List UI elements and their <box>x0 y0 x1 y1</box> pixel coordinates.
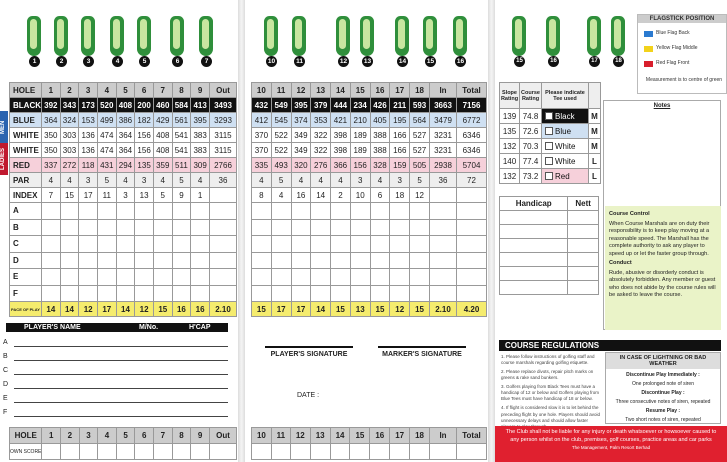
fold-line <box>238 0 245 462</box>
hole-header-row: HOLE 1 2 3 4 5 6 7 8 9 Out <box>10 83 237 98</box>
info-panel <box>495 0 727 462</box>
handicap-nett-table: Handicap Nett <box>499 196 599 295</box>
player-score-row <box>252 269 487 286</box>
slope-row: 132 70.3 White M <box>500 139 601 154</box>
disclaimer-footer: The Club shall not be liable for any injury or death whatsoever or howsoever caused to any person whilst on the club, premises, golf courses, practice areas and car parks The Management, Palm Resort Berhad <box>495 426 727 462</box>
player-score-row <box>252 252 487 269</box>
slope-row: 132 73.2 Red L <box>500 169 601 184</box>
player-score-row: A <box>10 203 237 220</box>
player-signature-line[interactable]: PLAYER'S SIGNATURE <box>265 346 353 358</box>
player-score-row: D <box>10 252 237 269</box>
pace-of-play-row: PACE OF PLAY 14 14 12 17 14 12 15 16 16 2.10 <box>10 302 237 317</box>
player-score-row: C <box>10 236 237 253</box>
tee-checkbox[interactable] <box>545 142 553 150</box>
hole-diagram: 2 <box>51 14 71 66</box>
hole-diagram: 3 <box>78 14 98 66</box>
hole-diagrams-front <box>0 14 238 78</box>
par-tee-row: 4 5 4 4 4 3 4 3 5 36 72 <box>252 173 487 188</box>
slope-rating-table: Slope Rating Course Rating Please indicate Tee used 139 74.8 Black M 135 72.6 Blue M 132 70.3 White M 140 77.4 White L 132 73.2 Red L <box>499 82 601 184</box>
red-flag-icon <box>644 61 653 67</box>
index-tee-row: 8 4 16 14 2 10 6 18 12 <box>252 188 487 203</box>
fold-line <box>488 0 495 462</box>
lightning-box: IN CASE OF LIGHTNING OR BAD WEATHER Discontinue Play Immediately : One prolonged note of siren Discontinue Play : Three consecutive notes of siren, repeated Resume Play : Two short notes of siren, repeated <box>605 352 721 424</box>
hole-header-row: 10 11 12 13 14 15 16 17 18 In Total <box>252 83 487 98</box>
flagstick-legend: FLAGSTICK POSITION Blue Flag Back Yellow Flag Middle Red Flag Front Measurement is to centre of green <box>637 14 727 94</box>
red-tee-row: RED 337 272 118 431 294 135 359 511 309 2766 <box>10 158 237 173</box>
player-line[interactable]: B <box>14 348 228 361</box>
player-score-row: B <box>10 219 237 236</box>
tee-checkbox[interactable] <box>545 172 553 180</box>
hole-diagram: 15 <box>509 14 529 66</box>
player-line[interactable]: A <box>14 334 228 347</box>
hole-diagram: 16 <box>543 14 563 66</box>
tee-checkbox[interactable] <box>545 112 553 120</box>
player-line[interactable]: C <box>14 362 228 375</box>
white-tee-row: WHITE 350 303 136 474 364 156 408 541 383 3115 <box>10 128 237 143</box>
back-scorecard-table <box>251 82 487 317</box>
blue-tee-row: BLUE 364 324 153 499 386 182 429 561 395 3293 <box>10 113 237 128</box>
own-score-table-back: 10 11 12 13 14 15 16 17 18 In Total <box>251 427 487 460</box>
hole-diagrams-late <box>495 14 635 78</box>
black-tee-row: 432 549 395 379 444 234 426 211 593 3663 7156 <box>252 98 487 113</box>
player-line[interactable]: E <box>14 390 228 403</box>
hole-diagram: 17 <box>584 14 604 66</box>
ladies-side-label: LADIES <box>0 143 8 175</box>
player-score-row <box>252 285 487 302</box>
date-field[interactable]: DATE : <box>297 392 320 399</box>
slope-row: 140 77.4 White L <box>500 154 601 169</box>
hole-diagram: 1 <box>24 14 44 66</box>
own-score-table-front: HOLE 1 2 3 4 5 6 7 8 9 Out OWN SCORE <box>9 427 237 460</box>
men-side-label: MEN <box>0 111 8 143</box>
hole-diagram: 12 <box>333 14 353 66</box>
white-tee-row: WHITE 350 303 136 474 364 156 408 541 383 3115 <box>10 143 237 158</box>
white-tee-row: 370 522 349 322 398 189 388 166 527 3231 6346 <box>252 143 487 158</box>
player-score-row <box>252 236 487 253</box>
hole-diagram: 18 <box>608 14 628 66</box>
players-header: PLAYER'S NAME M/No. H'CAP <box>6 323 228 332</box>
marker-signature-line[interactable]: MARKER'S SIGNATURE <box>378 346 466 358</box>
notes-box[interactable]: Notes <box>603 100 721 330</box>
white-tee-row: 370 522 349 322 398 189 388 166 527 3231 6346 <box>252 128 487 143</box>
player-line[interactable]: F <box>14 404 228 417</box>
course-regulations-header: COURSE REGULATIONS <box>499 340 721 351</box>
hole-diagram: 5 <box>134 14 154 66</box>
hole-diagram: 10 <box>261 14 281 66</box>
hole-diagram: 7 <box>196 14 216 66</box>
hole-diagrams-back <box>245 14 488 78</box>
tee-checkbox[interactable] <box>545 157 553 165</box>
regulations-list: 1. Please follow instructions of golfing staff and course marshals regarding golfing etiquette. 2. Please replace divots, repair pitch marks on greens & rake sand bunkers. 3. Golfers playing from Black Tees must have a handicap of 12 or below and Golfers playing from Blue Tees must have handicap of 18 or below. 4. If flight is considered slow it is to let behind the preceding flight by one hole. Players should avoid unnecessary delays and should allow faster <box>501 354 601 423</box>
hole-diagram: 11 <box>289 14 309 66</box>
hole-diagram: 16 <box>450 14 470 66</box>
hole-diagram: 15 <box>420 14 440 66</box>
par-tee-row: PAR 4 4 3 5 4 3 4 5 4 36 <box>10 173 237 188</box>
index-tee-row: INDEX 7 15 17 11 3 13 5 9 1 <box>10 188 237 203</box>
tee-checkbox[interactable] <box>545 127 553 135</box>
player-score-row <box>252 219 487 236</box>
hole-diagram: 13 <box>357 14 377 66</box>
red-tee-row: 335 493 320 276 366 156 328 159 505 2938 5704 <box>252 158 487 173</box>
blue-tee-row: 412 545 374 353 421 210 405 195 564 3479 6772 <box>252 113 487 128</box>
black-tee-row: BLACK 392 343 173 520 408 200 460 584 413 3493 <box>10 98 237 113</box>
slope-row: 135 72.6 Blue M <box>500 124 601 139</box>
hole-diagram: 6 <box>167 14 187 66</box>
yellow-flag-icon <box>644 46 653 52</box>
front-scorecard-table <box>9 82 237 317</box>
pace-of-play-row: 15 17 17 14 15 13 15 12 15 2.10 4.20 <box>252 302 487 317</box>
blue-flag-icon <box>644 31 653 37</box>
hole-diagram: 14 <box>392 14 412 66</box>
slope-row: 139 74.8 Black M <box>500 109 601 124</box>
player-score-row <box>252 203 487 220</box>
player-score-row: E <box>10 269 237 286</box>
back-nine-panel <box>245 0 488 462</box>
front-nine-panel <box>0 0 238 462</box>
player-score-row: F <box>10 285 237 302</box>
player-line[interactable]: D <box>14 376 228 389</box>
course-control-box: Course Control When Course Marshals are on duty their responsibility is to keep play moving at a reasonable speed. The Marshall has the complete authority to ask any player to speed up or let the faster group through. Conduct Rude, abusive or disorderly conduct is absolutely forbidden. Any member or guest who does not abide by the course rules will be asked to leave the course. <box>605 206 721 330</box>
hole-diagram: 4 <box>107 14 127 66</box>
